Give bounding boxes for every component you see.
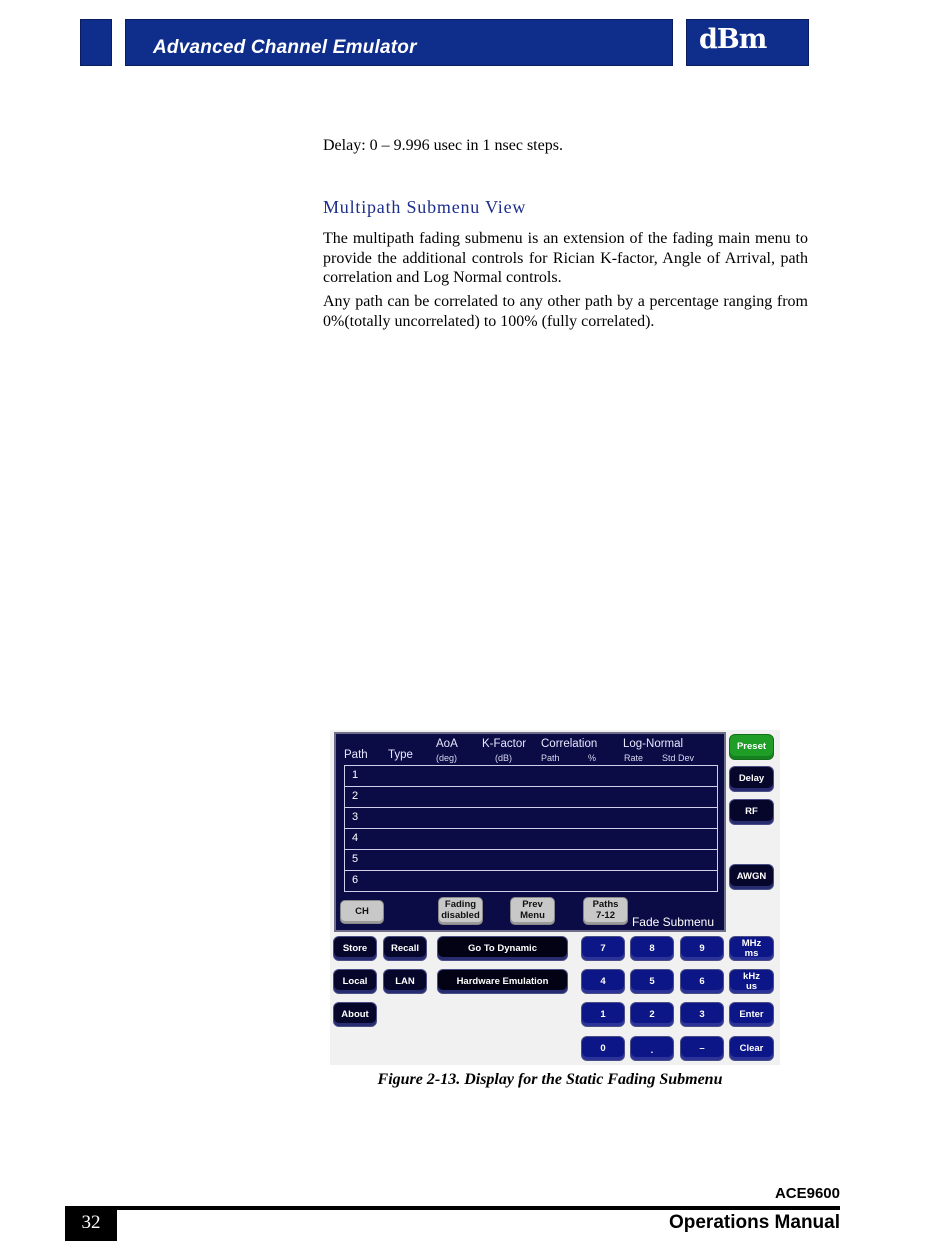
table-row[interactable] — [345, 766, 717, 787]
prev-label-line2: Menu — [520, 910, 545, 921]
table-row[interactable] — [345, 850, 717, 871]
go-to-dynamic-button[interactable]: Go To Dynamic — [437, 936, 568, 961]
preset-button[interactable]: Preset — [729, 734, 774, 760]
path-number: 4 — [352, 832, 359, 844]
col-header-kfactor: K-Factor — [482, 738, 527, 750]
fade-submenu-screen — [334, 732, 726, 932]
path-table — [344, 765, 718, 892]
key-7[interactable]: 7 — [581, 936, 625, 961]
col-header-aoa: AoA — [436, 738, 458, 750]
key-0[interactable]: 0 — [581, 1036, 625, 1061]
ch-button[interactable] — [340, 900, 384, 924]
page-number-box — [65, 1206, 117, 1241]
screen-title-label: Fade Submenu — [631, 915, 714, 929]
prev-menu-button[interactable] — [510, 897, 555, 925]
key-2[interactable]: 2 — [630, 1002, 674, 1027]
fading-disabled-button[interactable] — [438, 897, 483, 925]
col-unit-kfactor: (dB) — [495, 753, 513, 763]
key-1[interactable]: 1 — [581, 1002, 625, 1027]
prev-label-line1: Prev — [522, 899, 543, 910]
hardware-emulation-button[interactable]: Hardware Emulation — [437, 969, 568, 994]
khz-label: kHz — [743, 970, 760, 982]
path-number: 6 — [352, 874, 359, 886]
fading-label-line1: Fading — [444, 899, 477, 910]
recall-button[interactable]: Recall — [383, 936, 427, 961]
awgn-button[interactable]: AWGN — [729, 864, 774, 890]
delay-range-text: Delay: 0 – 9.996 usec in 1 nsec steps. — [323, 137, 563, 154]
rf-button[interactable]: RF — [729, 799, 774, 825]
ms-label: ms — [744, 947, 759, 959]
footer-manual-title: Operations Manual — [668, 1212, 840, 1233]
path-number: 5 — [352, 853, 359, 865]
fade-submenu-figure — [330, 730, 780, 1065]
footer-rule — [65, 1206, 840, 1210]
col-unit-aoa: (deg) — [436, 753, 458, 763]
section-heading: Multipath Submenu View — [323, 197, 527, 217]
key-decimal[interactable]: . — [630, 1036, 674, 1061]
path-number: 1 — [352, 769, 359, 781]
col-header-correlation: Correlation — [541, 738, 598, 750]
paths-label-line2: 7-12 — [595, 910, 615, 921]
path-number: 2 — [352, 790, 359, 802]
fading-label-line2: disabled — [441, 910, 480, 921]
delay-button[interactable]: Delay — [729, 766, 774, 792]
col-header-lognormal: Log-Normal — [623, 738, 684, 750]
key-8[interactable]: 8 — [630, 936, 674, 961]
local-button[interactable]: Local — [333, 969, 377, 994]
paragraph-multipath-description: The multipath fading submenu is an extension of the fading main menu to provide the additional controls for Rician K-factor, Angle of Arrival, path correlation and Log Normal controls. — [323, 230, 808, 286]
ch-label: CH — [355, 906, 369, 917]
paths-7-12-button[interactable] — [583, 897, 628, 925]
header-title: Advanced Channel Emulator — [153, 37, 417, 58]
table-row[interactable] — [345, 787, 717, 808]
key-5[interactable]: 5 — [630, 969, 674, 994]
col-sub-corr-path: Path — [541, 753, 560, 763]
store-button[interactable]: Store — [333, 936, 377, 961]
key-3[interactable]: 3 — [680, 1002, 724, 1027]
page-number: 32 — [81, 1212, 101, 1233]
key-minus[interactable]: – — [680, 1036, 724, 1061]
key-4[interactable]: 4 — [581, 969, 625, 994]
dbm-logo — [686, 19, 809, 66]
khz-us-button[interactable] — [729, 969, 774, 994]
col-sub-corr-pct: % — [588, 753, 597, 763]
header-title-bar — [125, 19, 673, 66]
table-row[interactable] — [345, 829, 717, 850]
table-row[interactable] — [345, 871, 717, 891]
clear-button[interactable]: Clear — [729, 1036, 774, 1061]
col-header-path: Path — [344, 749, 368, 761]
header-left-block — [80, 19, 112, 66]
mhz-ms-button[interactable] — [729, 936, 774, 961]
col-header-type: Type — [388, 749, 413, 761]
footer-model: ACE9600 — [774, 1185, 840, 1202]
col-sub-ln-rate: Rate — [624, 753, 644, 763]
table-row[interactable] — [345, 808, 717, 829]
key-9[interactable]: 9 — [680, 936, 724, 961]
path-number: 3 — [352, 811, 359, 823]
paths-label-line1: Paths — [592, 899, 619, 910]
us-label: us — [745, 980, 758, 992]
enter-button[interactable]: Enter — [729, 1002, 774, 1027]
lan-button[interactable]: LAN — [383, 969, 427, 994]
paragraph-correlation: Any path can be correlated to any other path by a percentage ranging from 0%(totally uncorrelated) to 100% (fully correlated). — [323, 293, 808, 330]
col-sub-ln-std: Std Dev — [662, 753, 695, 763]
mhz-label: MHz — [741, 937, 762, 949]
about-button[interactable]: About — [333, 1002, 377, 1027]
figure-caption: Figure 2-13. Display for the Static Fading Submenu — [377, 1071, 723, 1088]
key-6[interactable]: 6 — [680, 969, 724, 994]
logo-text: dBm — [699, 24, 767, 55]
